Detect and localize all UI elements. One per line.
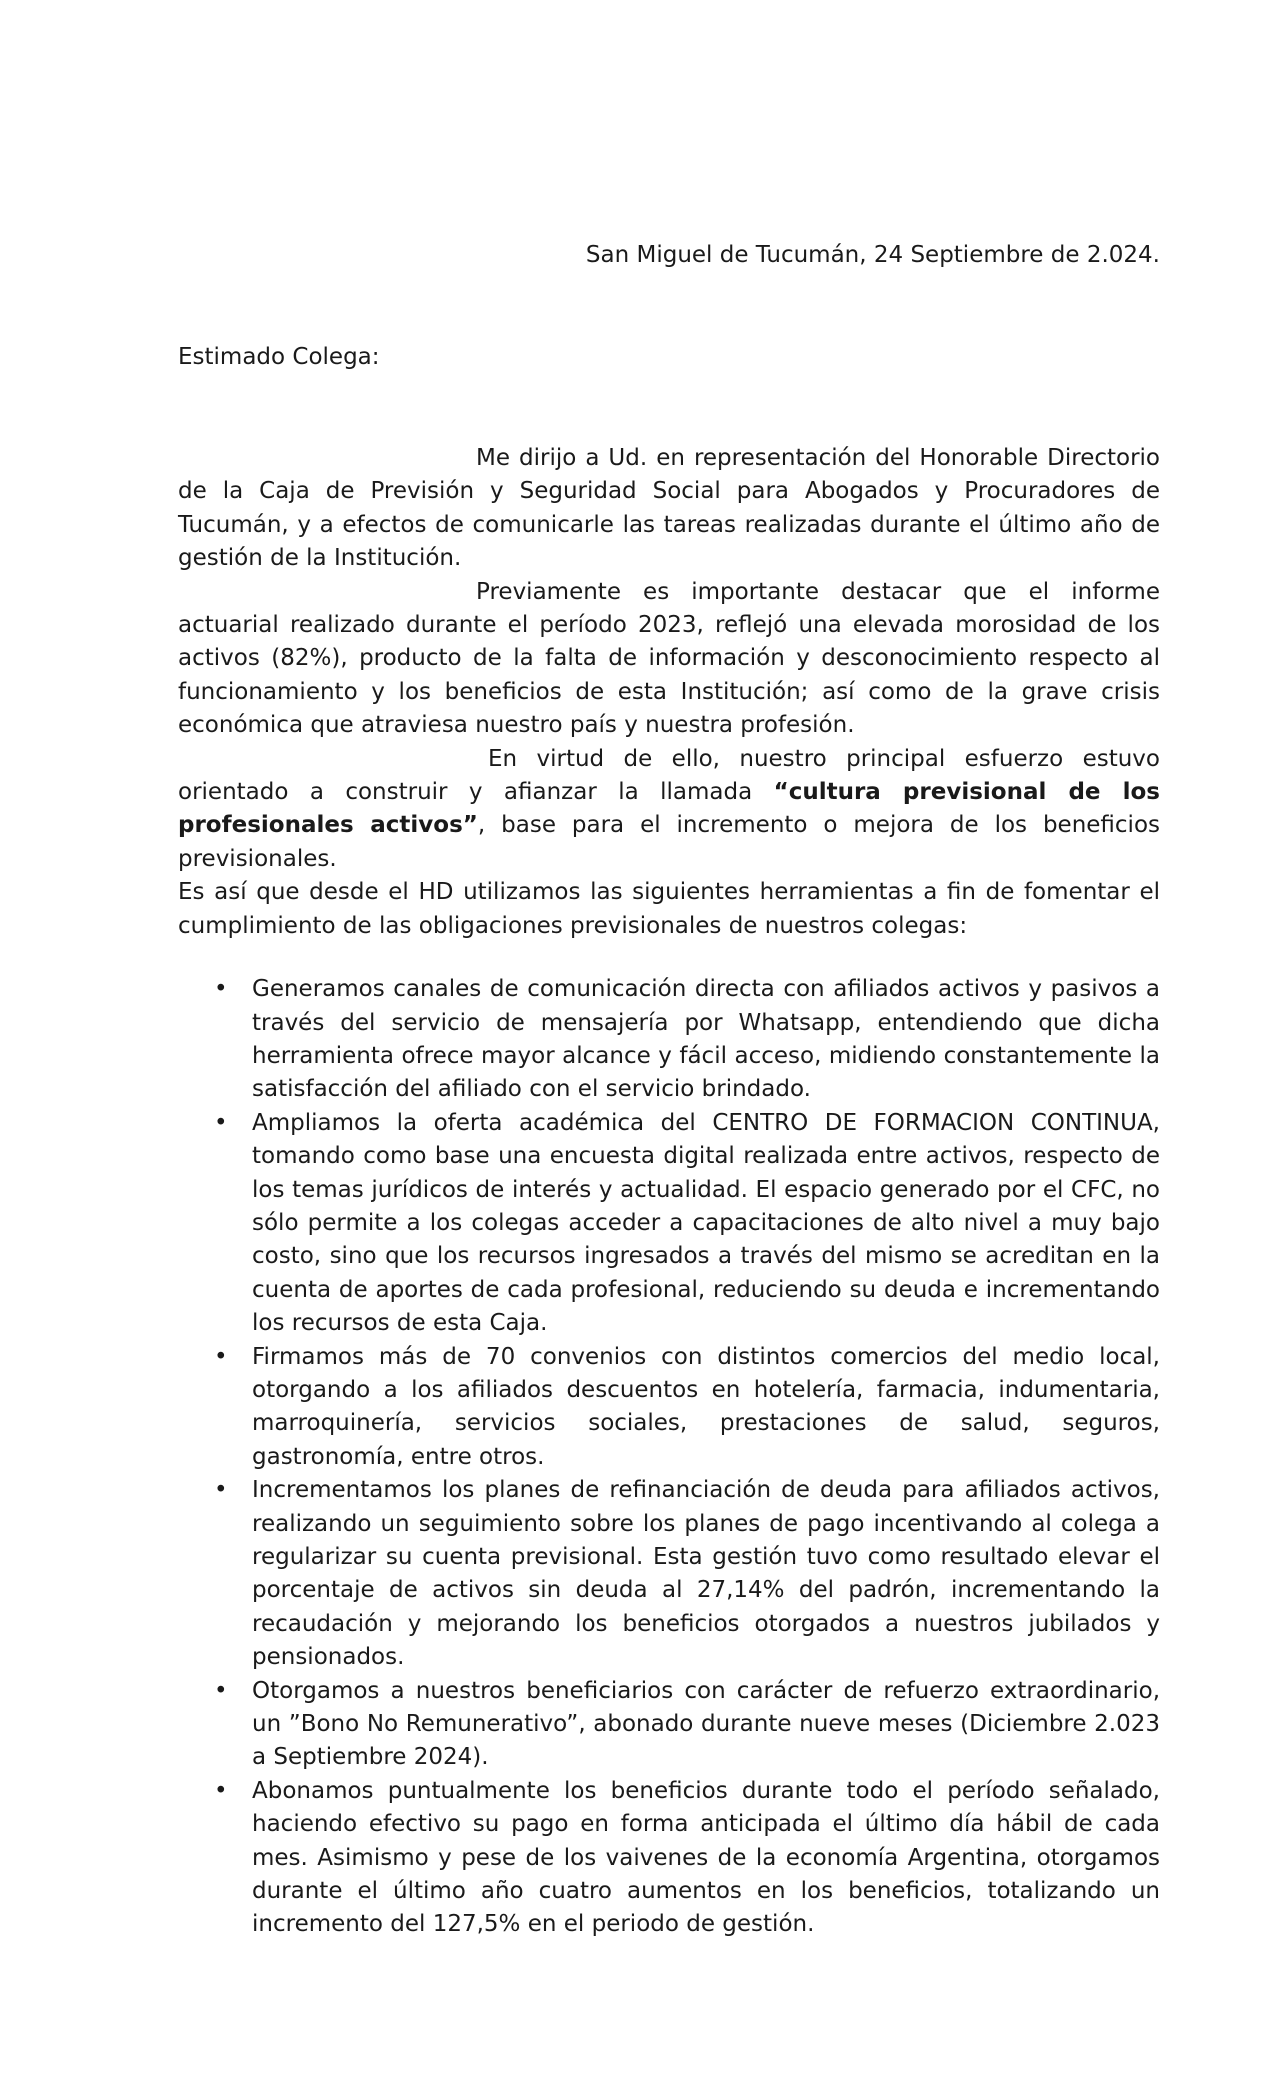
list-item bbox=[178, 1775, 1160, 1942]
bullet-icon: • bbox=[214, 1343, 228, 1370]
list-item-text: Abonamos puntualmente los beneficios durante todo el período señalado, haciendo efectivo su pago en forma anticipada el último día hábil de cada mes. Asimismo y pese de los vaivenes de la economía Argentina, otorgamos durante el último año cuatro aumentos en los beneficios, totalizando un incremento del 127,5% en el periodo de gestión. bbox=[252, 1777, 1160, 1938]
paragraph-actuarial-report: Previamente es importante destacar que el informe actuarial realizado durante el período 2023, reflejó una elevada morosidad de los activos (82%), producto de la falta de información y desconocimiento respecto al funcionamiento y los beneficios de esta Institución; así como de la grave crisis económica que atraviesa nuestro país y nuestra profesión. bbox=[178, 578, 1160, 739]
bullet-icon: • bbox=[214, 1677, 228, 1704]
paragraph-introduction: Me dirijo a Ud. en representación del Honorable Directorio de la Caja de Previsión y Seguridad Social para Abogados y Procuradores de Tucumán, y a efectos de comunicarle las tareas realizadas durante el último año de gestión de la Institución. bbox=[178, 445, 1160, 572]
list-item-text: Firmamos más de 70 convenios con distintos comercios del medio local, otorgando a los afiliados descuentos en hotelería, farmacia, indumentaria, marroquinería, servicios sociales, prestaciones de salud, seguros, gastronomía, entre otros. bbox=[252, 1343, 1160, 1470]
list-item bbox=[178, 1474, 1160, 1674]
list-item-text: Generamos canales de comunicación directa con afiliados activos y pasivos a través del servicio de mensajería por Whatsapp, entendiendo que dicha herramienta ofrece mayor alcance y fácil acceso, midiendo constantemente la satisfacción del afiliado con el servicio brindado. bbox=[252, 976, 1160, 1103]
list-item-text: Ampliamos la oferta académica del CENTRO DE FORMACION CONTINUA, tomando como base una encuesta digital realizada entre activos, respecto de los temas jurídicos de interés y actualidad. El espacio generado por el CFC, no sólo permite a los colegas acceder a capacitaciones de alto nivel a muy bajo costo, sino que los recursos ingresados a través del mismo se acreditan en la cuenta de aportes de cada profesional, reduciendo su deuda e incrementando los recursos de esta Caja. bbox=[252, 1109, 1160, 1337]
bullet-icon: • bbox=[214, 1477, 228, 1504]
bullet-icon: • bbox=[214, 976, 228, 1003]
letter-body bbox=[178, 442, 1160, 1942]
list-item bbox=[178, 973, 1160, 1107]
main-effort-text-start: En virtud de ello, nuestro principal esfuerzo estuvo orientado a construir y afianzar la llamada bbox=[178, 745, 1160, 806]
list-item-text: Otorgamos a nuestros beneficiarios con carácter de refuerzo extraordinario, un ”Bono No Remunerativo”, abonado durante nueve meses (Diciembre 2.023 a Septiembre 2024). bbox=[252, 1677, 1160, 1771]
list-item bbox=[178, 1107, 1160, 1341]
actions-list bbox=[178, 973, 1160, 1942]
main-effort-text-end: , base para el incremento o mejora de los beneficios previsionales. bbox=[178, 812, 1160, 872]
bullet-icon: • bbox=[214, 1109, 228, 1136]
paragraph-tools-intro: Es así que desde el HD utilizamos las siguientes herramientas a fin de fomentar el cumplimiento de las obligaciones previsionales de nuestros colegas: bbox=[178, 879, 1160, 939]
list-item bbox=[178, 1341, 1160, 1475]
greeting: Estimado Colega: bbox=[178, 344, 380, 370]
bullet-icon: • bbox=[214, 1777, 228, 1804]
highlighted-phrase: “cultura previsional de los profesionales activos” bbox=[178, 779, 1160, 839]
list-item-text: Incrementamos los planes de refinanciación de deuda para afiliados activos, realizando un seguimiento sobre los planes de pago incentivando al colega a regularizar su cuenta previsional. Esta gestión tuvo como resultado elevar el porcentaje de activos sin deuda al 27,14% del padrón, incrementando la recaudación y mejorando los beneficios otorgados a nuestros jubilados y pensionados. bbox=[252, 1477, 1160, 1671]
paragraph-main-effort bbox=[178, 743, 1160, 877]
list-item bbox=[178, 1675, 1160, 1775]
date-line: San Miguel de Tucumán, 24 Septiembre de 2.024. bbox=[585, 242, 1160, 268]
